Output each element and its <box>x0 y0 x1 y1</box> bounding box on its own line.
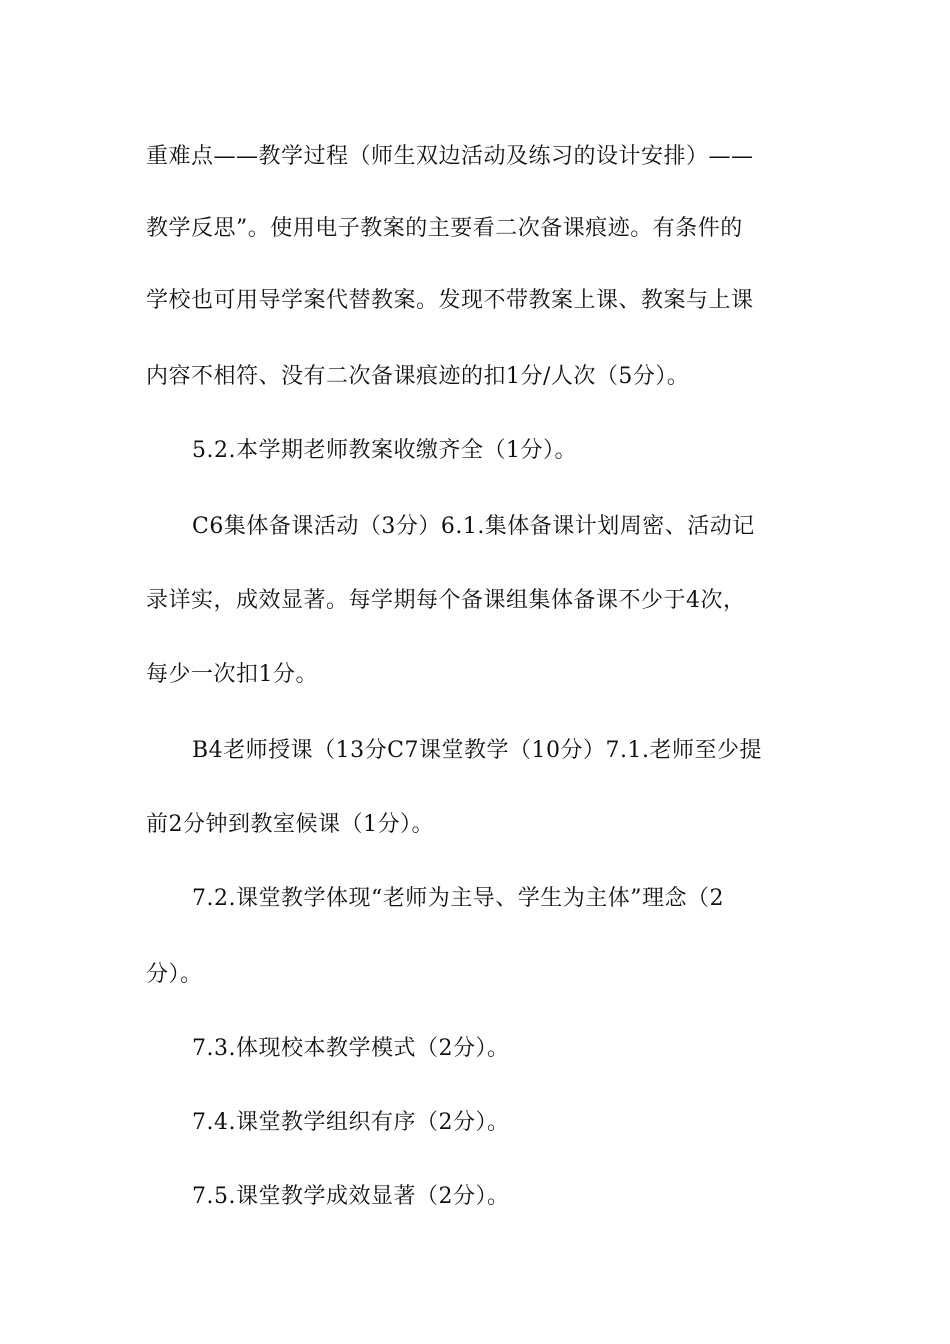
text-line: B4老师授课（13分C7课堂教学（10分）7.1.老师至少提 <box>192 738 762 763</box>
text-line: 7.5.课堂教学成效显著（2分）。 <box>192 1184 510 1209</box>
text-line: 前2分钟到教室候课（1分）。 <box>146 812 434 837</box>
text-line: C6集体备课活动（3分）6.1.集体备课计划周密、活动记 <box>192 514 755 539</box>
text-line: 7.2.课堂教学体现“老师为主导、学生为主体”理念（2 <box>192 886 724 911</box>
text-line: 分）。 <box>146 962 203 987</box>
text-line: 录详实，成效显著。每学期每个备课组集体备课不少于4次， <box>146 588 746 613</box>
text-line: 7.4.课堂教学组织有序（2分）。 <box>192 1110 510 1135</box>
text-line: 教学反思”。使用电子教案的主要看二次备课痕迹。有条件的 <box>146 216 743 241</box>
text-line: 7.3.体现校本教学模式（2分）。 <box>192 1036 510 1061</box>
text-line: 内容不相符、没有二次备课痕迹的扣1分/人次（5分）。 <box>146 364 690 389</box>
text-line: 学校也可用导学案代替教案。发现不带教案上课、教案与上课 <box>146 288 754 313</box>
text-line: 重难点——教学过程（师生双边活动及练习的设计安排）—— <box>146 144 754 169</box>
text-line: 每少一次扣1分。 <box>146 662 318 687</box>
text-line: 5.2.本学期老师教案收缴齐全（1分）。 <box>192 438 577 463</box>
